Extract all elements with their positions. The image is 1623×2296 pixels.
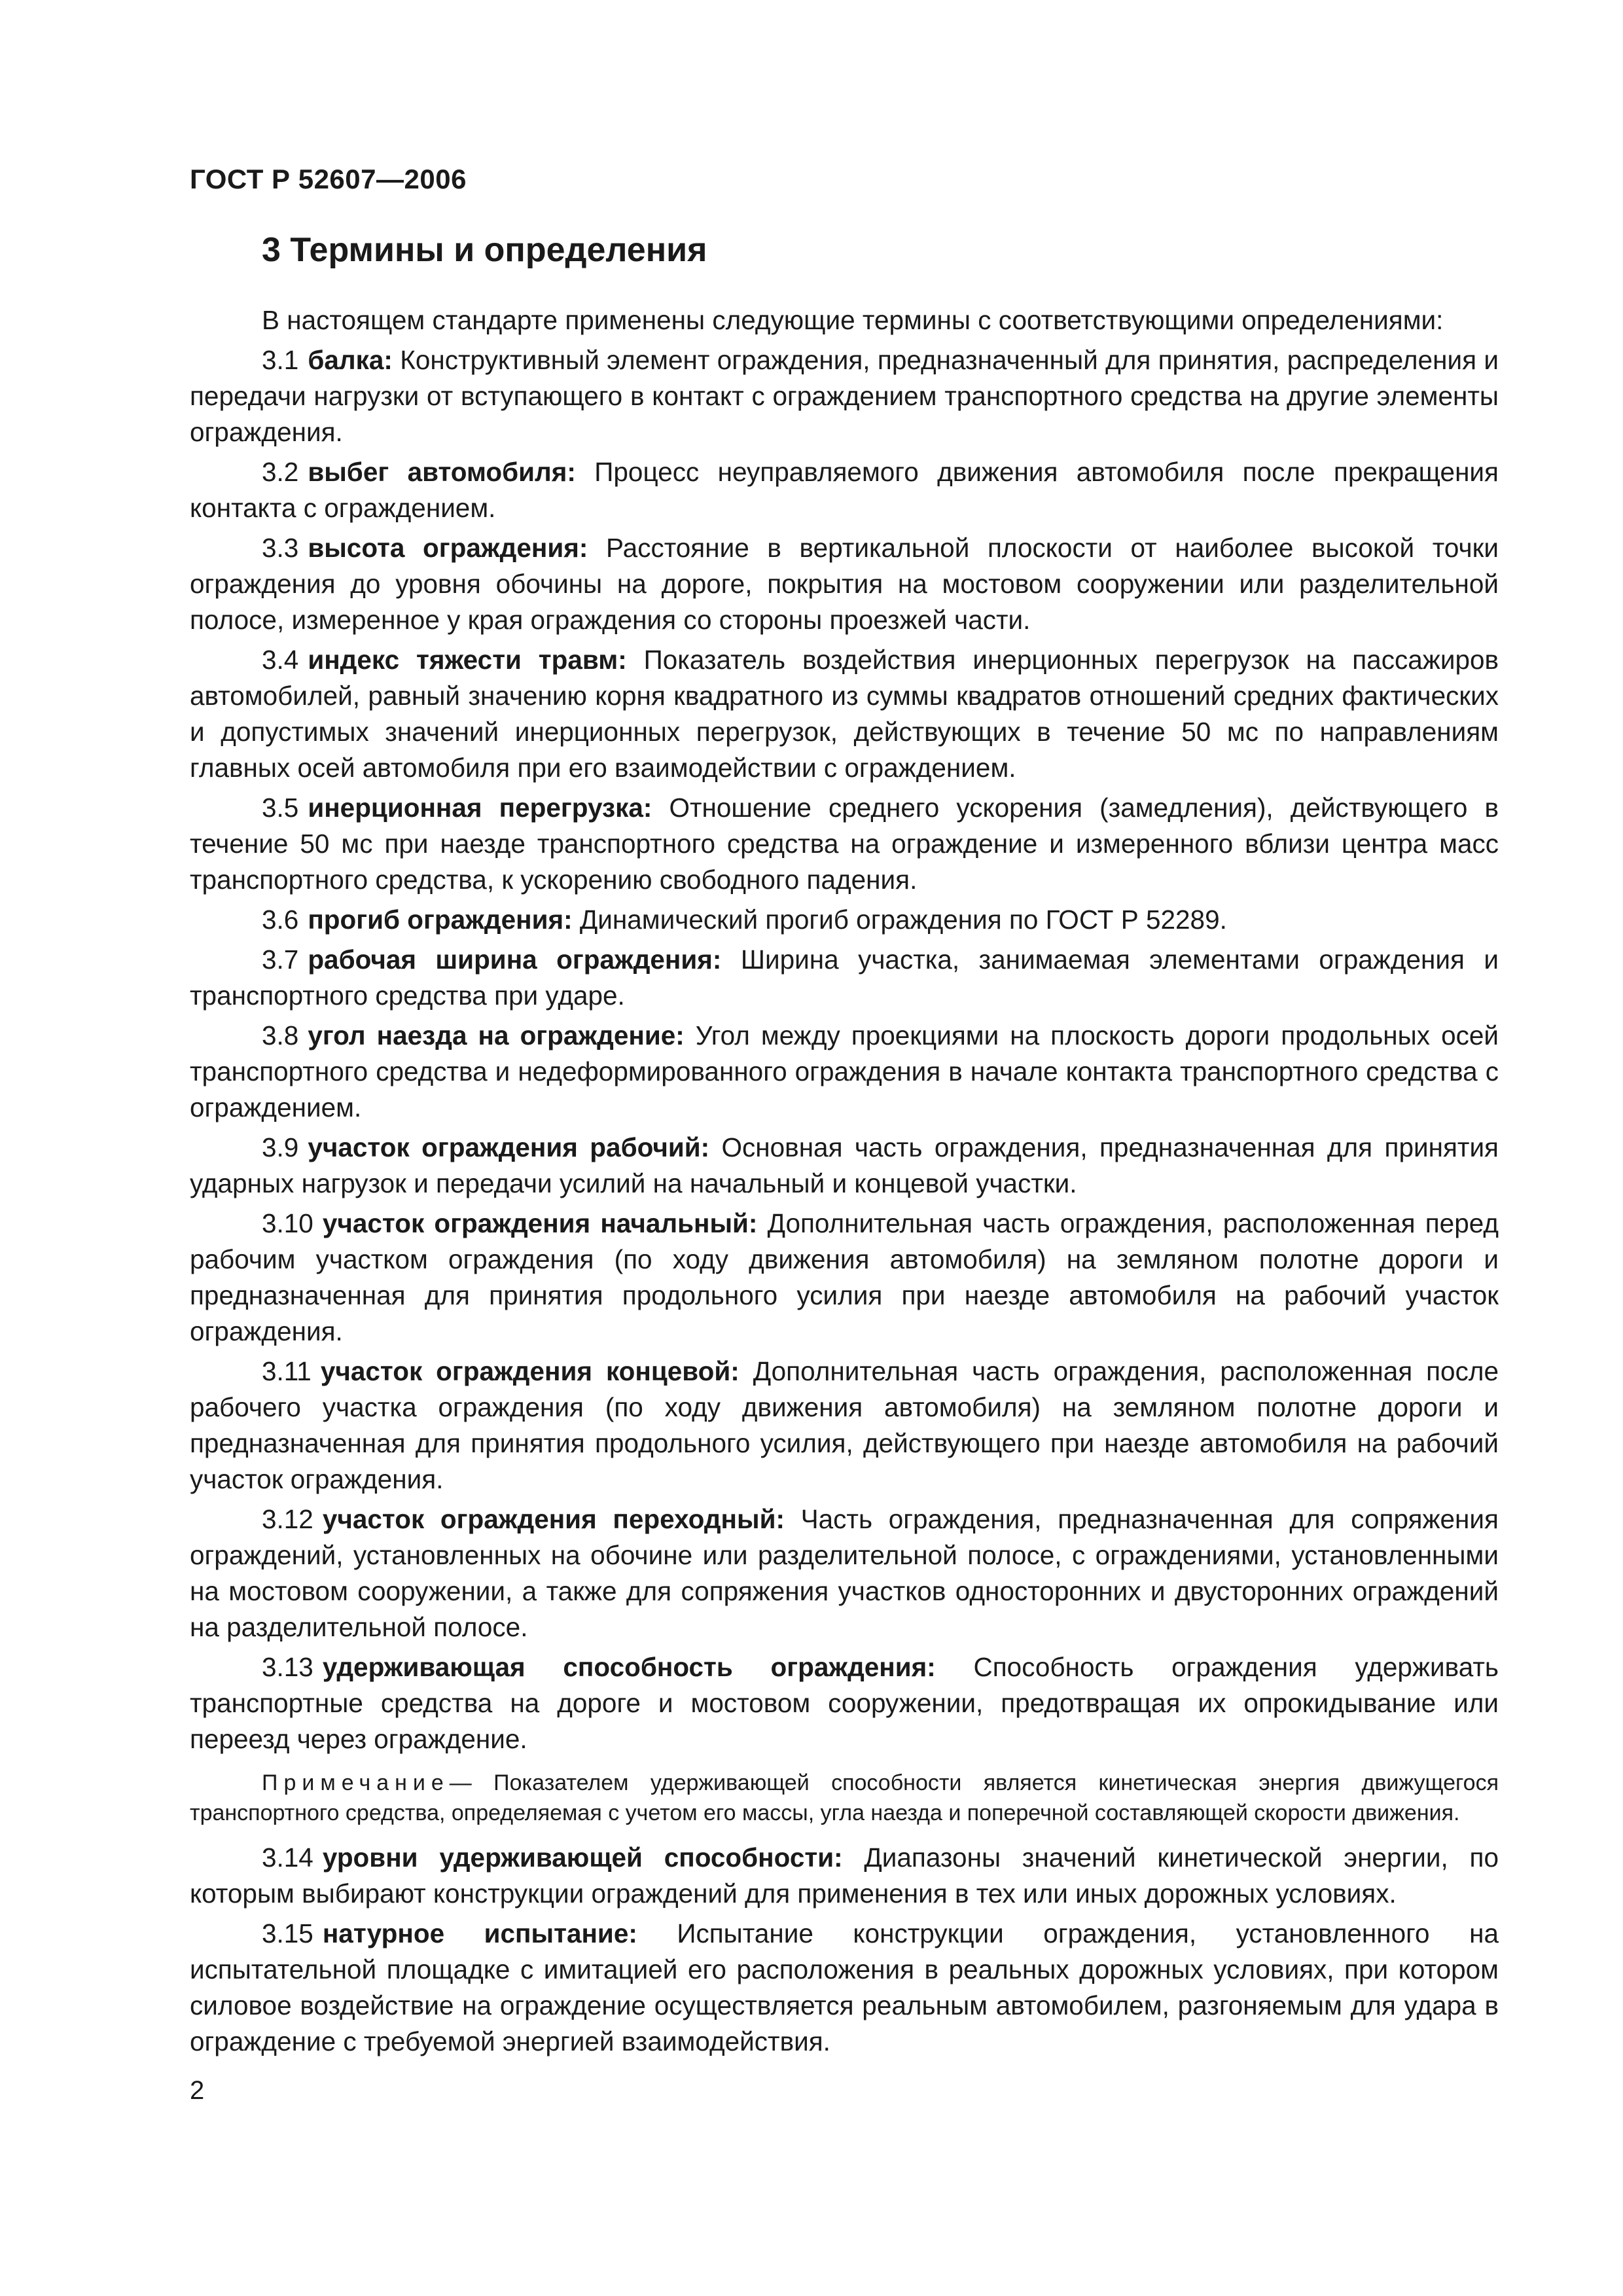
term-name: высота ограждения: <box>308 533 588 563</box>
term-number: 3.7 <box>262 944 299 975</box>
terms-list-after-note <box>190 1840 1499 2060</box>
term-entry <box>190 1018 1499 1126</box>
term-definition: Процесс неуправляемого движения автомобиля после прекращения контакта с ограждением. <box>190 457 1499 523</box>
term-name: удерживающая способность ограждения: <box>322 1652 936 1682</box>
term-definition: Угол между проекциями на плоскость дороги продольных осей транспортного средства и недеформированного ограждения в начале контакта транспортного средства с ограждением. <box>190 1020 1499 1122</box>
term-number: 3.15 <box>262 1918 313 1948</box>
term-name: натурное испытание: <box>322 1918 637 1948</box>
note-paragraph <box>190 1768 1499 1828</box>
term-name: прогиб ограждения: <box>308 905 573 935</box>
term-name: участок ограждения концевой: <box>320 1356 740 1386</box>
term-definition: Расстояние в вертикальной плоскости от наиболее высокой точки ограждения до уровня обочины на дороге, покрытия на мостовом сооружении или разделительной полосе, измеренное у края ограждения со стороны проезжей части. <box>190 533 1499 635</box>
term-definition: Основная часть ограждения, предназначенная для принятия ударных нагрузок и передачи усилий на начальный и концевой участки. <box>190 1132 1499 1198</box>
term-definition: Показатель воздействия инерционных перегрузок на пассажиров автомобилей, равный значению корня квадратного из суммы квадратов отношений средних фактических и допустимых значений инерционных перегрузок, действующих в течение 50 мс по направлениям главных осей автомобиля при его взаимодействии с ограждением. <box>190 645 1499 783</box>
term-definition: Конструктивный элемент ограждения, предназначенный для принятия, распределения и передачи нагрузки от вступающего в контакт с ограждением транспортного средства на другие элементы ограждения. <box>190 345 1499 447</box>
term-entry <box>190 1916 1499 2060</box>
term-name: угол наезда на ограждение: <box>308 1020 685 1050</box>
term-definition: Дополнительная часть ограждения, расположенная после рабочего участка ограждения (по ходу движения автомобиля) на земляном полотне дороги и предназначенная для принятия продольного усилия, действующего при наезде автомобиля на рабочий участок ограждения. <box>190 1356 1499 1494</box>
term-definition: Часть ограждения, предназначенная для сопряжения ограждений, установленных на обочине или разделительной полосе, с ограждениями, установленными на мостовом сооружении, а также для сопряжения участков односторонних и двусторонних ограждений на разделительной полосе. <box>190 1504 1499 1642</box>
term-entry <box>190 942 1499 1014</box>
term-name: индекс тяжести травм: <box>308 645 627 675</box>
term-definition: Дополнительная часть ограждения, расположенная перед рабочим участком ограждения (по ходу движения автомобиля) на земляном полотне дороги и предназначенная для принятия продольного усилия при наезде автомобиля на рабочий участок ограждения. <box>190 1208 1499 1346</box>
term-entry <box>190 1130 1499 1202</box>
note-text: — Показателем удерживающей способности является кинетическая энергия движущегося транспортного средства, определяемая с учетом его массы, угла наезда и поперечной составляющей скорости движения. <box>190 1770 1499 1825</box>
term-entry <box>190 1840 1499 1912</box>
term-definition: Отношение среднего ускорения (замедления), действующего в течение 50 мс при наезде транспортного средства на ограждение и измеренного вблизи центра масс транспортного средства, к ускорению свободного падения. <box>190 793 1499 895</box>
term-name: участок ограждения рабочий: <box>308 1132 710 1162</box>
document-code: ГОСТ Р 52607—2006 <box>190 164 467 194</box>
term-number: 3.6 <box>262 905 299 935</box>
term-name: выбег автомобиля: <box>308 457 576 487</box>
term-name: участок ограждения переходный: <box>322 1504 785 1534</box>
term-number: 3.8 <box>262 1020 299 1050</box>
term-definition: Способность ограждения удерживать транспортные средства на дороге и мостовом сооружении, предотвращая их опрокидывание или переезд через ограждение. <box>190 1652 1499 1754</box>
document-body <box>190 302 1499 2060</box>
term-number: 3.2 <box>262 457 299 487</box>
term-number: 3.1 <box>262 345 299 375</box>
terms-list <box>190 342 1499 1757</box>
term-entry <box>190 902 1499 938</box>
term-entry <box>190 454 1499 526</box>
section-title: 3 Термины и определения <box>262 231 707 269</box>
term-number: 3.10 <box>262 1208 313 1238</box>
term-number: 3.13 <box>262 1652 313 1682</box>
term-entry <box>190 1501 1499 1645</box>
term-entry <box>190 1206 1499 1350</box>
page-number: 2 <box>190 2076 205 2105</box>
term-number: 3.5 <box>262 793 299 823</box>
term-name: участок ограждения начальный: <box>322 1208 758 1238</box>
term-entry <box>190 1354 1499 1498</box>
term-number: 3.14 <box>262 1842 313 1873</box>
term-definition: Динамический прогиб ограждения по ГОСТ Р 52289. <box>579 905 1227 935</box>
term-entry <box>190 530 1499 638</box>
term-entry <box>190 1649 1499 1757</box>
term-name: рабочая ширина ограждения: <box>308 944 722 975</box>
term-number: 3.3 <box>262 533 299 563</box>
term-definition: Испытание конструкции ограждения, установленного на испытательной площадке с имитацией его расположения в реальных дорожных условиях, при котором силовое воздействие на ограждение осуществляется реальным автомобилем, разгоняемым для удара в ограждение с требуемой энергией взаимодействия. <box>190 1918 1499 2056</box>
term-entry <box>190 342 1499 450</box>
term-entry <box>190 790 1499 898</box>
term-definition: Диапазоны значений кинетической энергии, по которым выбирают конструкции ограждений для применения в тех или иных дорожных условиях. <box>190 1842 1499 1909</box>
term-number: 3.4 <box>262 645 299 675</box>
term-number: 3.11 <box>262 1356 312 1386</box>
intro-paragraph: В настоящем стандарте применены следующие термины с соответствующими определениями: <box>262 305 1444 335</box>
term-entry <box>190 642 1499 786</box>
term-name: балка: <box>308 345 393 375</box>
note-label: Примечание <box>262 1770 450 1795</box>
term-name: инерционная перегрузка: <box>308 793 652 823</box>
term-number: 3.12 <box>262 1504 313 1534</box>
term-number: 3.9 <box>262 1132 299 1162</box>
term-name: уровни удерживающей способности: <box>322 1842 843 1873</box>
term-definition: Ширина участка, занимаемая элементами ограждения и транспортного средства при ударе. <box>190 944 1499 1011</box>
